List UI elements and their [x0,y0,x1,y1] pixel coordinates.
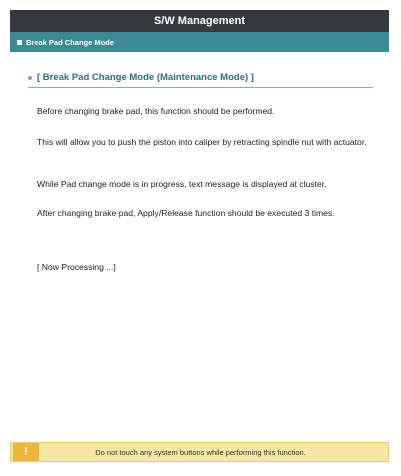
mode-bar [10,32,389,52]
section-heading: [ Break Pad Change Mode (Maintenance Mode) ] [37,72,254,83]
instruction-text-3: While Pad change mode is in progress, text message is displayed at cluster. [37,179,327,189]
processing-status: [ Now Processing ...] [37,262,116,272]
window-title-bar [10,10,389,32]
warning-message: Do not touch any system buttons while performing this function. [95,447,306,457]
instruction-text-2: This will allow you to push the piston into caliper by retracting spindle nut with actuator. [37,137,367,147]
square-bullet-icon [17,40,22,45]
instruction-text-1: Before changing brake pad, this function should be performed. [37,106,275,116]
instruction-text-4: After changing brake pad, Apply/Release function should be executed 3 times. [37,208,335,218]
section-heading-row [28,72,373,88]
warning-icon: ! [13,443,39,461]
section-header [28,72,373,88]
mode-label: Break Pad Change Mode [26,37,114,47]
bullet-dot-icon [28,76,32,80]
window-title: S/W Management [153,15,246,27]
warning-banner [10,442,389,462]
